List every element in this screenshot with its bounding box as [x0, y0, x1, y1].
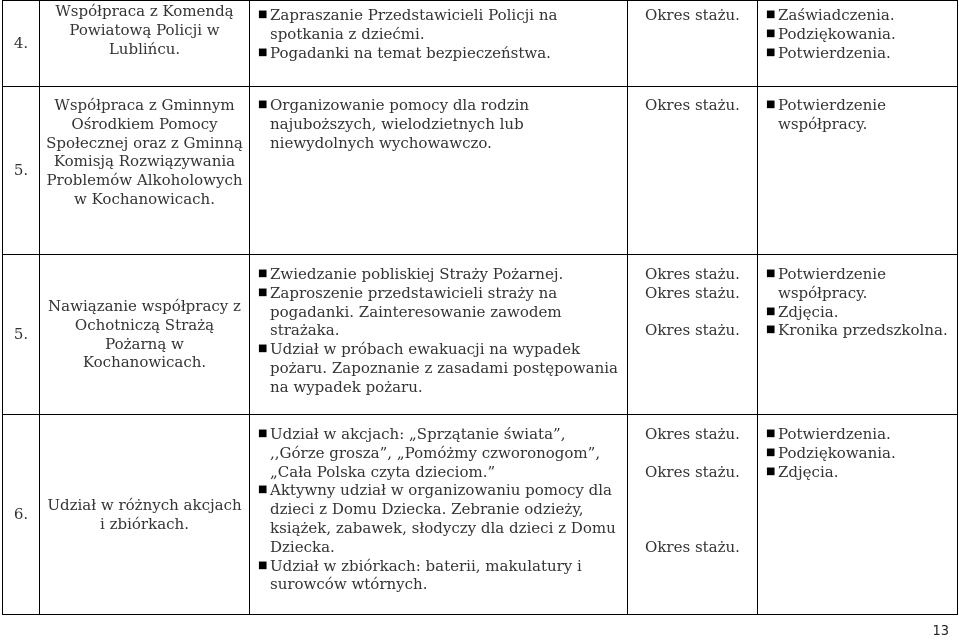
activities-cell: [250, 415, 628, 615]
bullet-icon: ■: [258, 559, 268, 571]
bullet-icon: ■: [766, 305, 776, 317]
document-item: ■ Zdjęcia.: [766, 462, 839, 481]
partner-text: Współpraca z Komendą Powiatową Policji w Lublińcu.: [55, 2, 234, 58]
documentation-cell: [758, 87, 958, 255]
cooperation-table: [2, 0, 958, 615]
bullet-icon: ■: [766, 9, 776, 20]
document-item: ■ Zdjęcia.: [766, 302, 839, 321]
document-item: ■ Potwierdzenie współpracy.: [766, 265, 886, 302]
term-text: Okres stażu.: [645, 6, 740, 24]
document-item: ■ Potwierdzenia.: [766, 425, 891, 443]
row-number: 6.: [3, 415, 40, 615]
row-number: 5.: [3, 255, 40, 415]
bullet-icon: ■: [766, 268, 776, 279]
term-text: Okres stażu.: [645, 537, 740, 556]
activity-item: ■ Pogadanki na temat bezpieczeństwa.: [258, 43, 551, 62]
term-text: Okres stażu.: [645, 96, 740, 114]
partner-text: Współpraca z Gminnym Ośrodkiem Pomocy Społecznej oraz z Gminną Komisją Rozwiązywania Problemów Alkoholowych w Kochanowicach.: [46, 96, 243, 208]
documentation-cell: [758, 1, 958, 87]
term-text: Okres stażu.: [645, 283, 740, 302]
bullet-icon: ■: [766, 446, 776, 458]
bullet-icon: ■: [258, 9, 268, 20]
document-item: ■ Potwierdzenia.: [766, 43, 891, 62]
partner-cell: [40, 1, 250, 87]
documentation-cell: [758, 255, 958, 415]
bullet-icon: ■: [258, 428, 268, 439]
partner-text: Nawiązanie współpracy z Ochotniczą Strażą Pożarną w Kochanowicach.: [48, 296, 241, 372]
activity-item: ■ Organizowanie pomocy dla rodzin najuboższych, wielodzietnych lub niewydolnych wychowawczo.: [258, 96, 530, 152]
bullet-icon: ■: [258, 343, 268, 355]
bullet-icon: ■: [766, 465, 776, 477]
documentation-cell: [758, 415, 958, 615]
bullet-icon: ■: [258, 46, 268, 58]
bullet-icon: ■: [258, 484, 268, 496]
activity-item: ■ Zwiedzanie pobliskiej Straży Pożarnej.: [258, 265, 564, 283]
table-row: [3, 1, 958, 87]
term-text: Okres stażu.: [645, 321, 740, 340]
term-cell: [628, 255, 758, 415]
term-text: Okres stażu.: [645, 265, 740, 283]
table-row: [3, 255, 958, 415]
activity-item: ■ Udział w zbiórkach: baterii, makulatury i surowców wtórnych.: [258, 556, 582, 594]
term-text: Okres stażu.: [645, 462, 740, 481]
document-item: ■ Kronika przedszkolna.: [766, 321, 948, 340]
bullet-icon: ■: [766, 27, 776, 39]
document-item: ■ Zaświadczenia.: [766, 6, 895, 24]
bullet-icon: ■: [766, 46, 776, 58]
activities-cell: [250, 1, 628, 87]
term-text: Okres stażu.: [645, 425, 740, 443]
partner-cell: [40, 415, 250, 615]
activity-item: ■ Udział w próbach ewakuacji na wypadek pożaru. Zapoznanie z zasadami postępowania na wypadek pożaru.: [258, 340, 618, 396]
document-item: ■ Potwierdzenie współpracy.: [766, 96, 886, 133]
bullet-icon: ■: [258, 268, 268, 279]
document-item: ■ Podziękowania.: [766, 24, 896, 43]
activity-item: ■ Udział w akcjach: „Sprzątanie świata”, ,,Górze grosza”, „Pomóżmy czworonogom”, „Cała Polska czyta dzieciom.”: [258, 425, 601, 481]
activity-item: ■ Zapraszanie Przedstawicieli Policji na spotkania z dziećmi.: [258, 6, 558, 43]
table-row: [3, 415, 958, 615]
activities-cell: [250, 87, 628, 255]
bullet-icon: ■: [766, 428, 776, 439]
partner-cell: [40, 87, 250, 255]
partner-text: Udział w różnych akcjach i zbiórkach.: [47, 495, 242, 533]
activities-cell: [250, 255, 628, 415]
row-number: 5.: [3, 87, 40, 255]
partner-cell: [40, 255, 250, 415]
page-number: 13: [932, 624, 949, 639]
table-row: [3, 87, 958, 255]
bullet-icon: ■: [766, 324, 776, 336]
activity-item: ■ Zaproszenie przedstawicieli straży na pogadanki. Zainteresowanie zawodem strażaka.: [258, 283, 562, 340]
bullet-icon: ■: [258, 99, 268, 110]
activity-item: ■ Aktywny udział w organizowaniu pomocy dla dzieci z Domu Dziecka. Zebranie odzieży, książek, zabawek, słodyczy dla dzieci z Domu Dziecka.: [258, 481, 616, 556]
bullet-icon: ■: [258, 286, 268, 298]
term-cell: [628, 87, 758, 255]
document-item: ■ Podziękowania.: [766, 443, 896, 462]
term-cell: [628, 1, 758, 87]
bullet-icon: ■: [766, 99, 776, 110]
row-number: 4.: [3, 1, 40, 87]
term-cell: [628, 415, 758, 615]
